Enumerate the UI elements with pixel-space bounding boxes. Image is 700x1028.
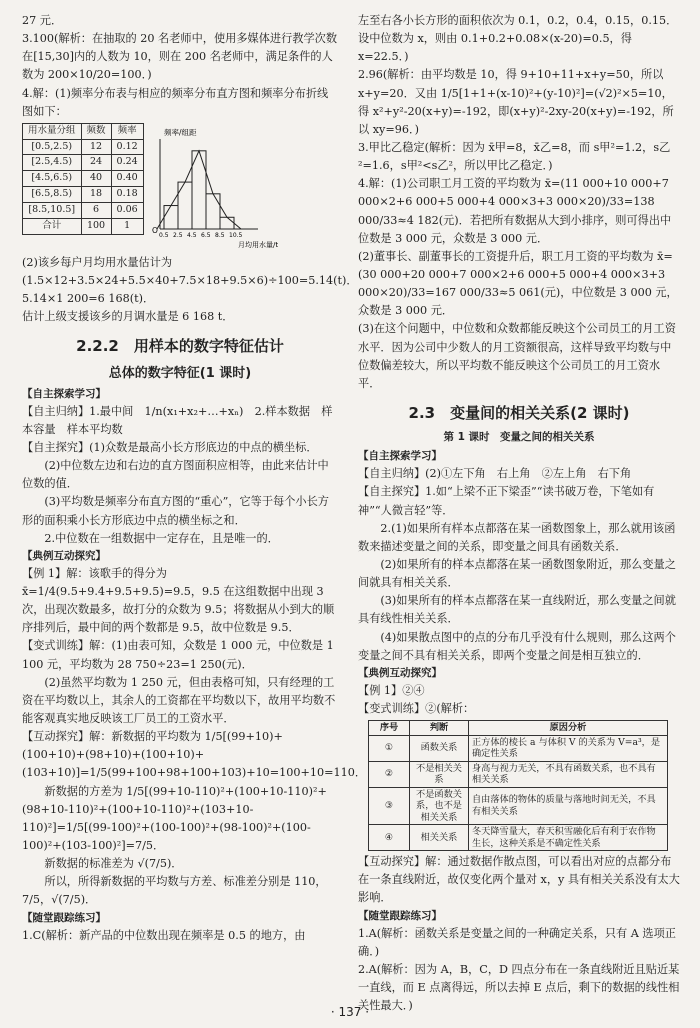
- histogram-chart: [150, 123, 278, 251]
- table-cell: [0.5,2.5): [23, 139, 82, 155]
- text-line: 【互动探究】解：通过数据作散点图，可以看出对应的点都分布在一条直线附近，故仅变化两个量对 x，y 具有相关关系没有太大影响．: [358, 855, 680, 905]
- text-line: (3)平均数是频率分布直方图的“重心”，它等于每个小长方形的面积乘小长方形底边中点的横坐标之和．: [22, 495, 329, 527]
- text-line: 3.甲比乙稳定(解析：因为 x̄甲=8，x̄乙=8，而 s甲²=1.2，s乙²=1.6，s甲²<s乙²，所以甲比乙稳定．): [358, 140, 671, 173]
- table-header: 频数: [81, 123, 111, 139]
- text-line: 2.中位数在一组数据中一定存在，且是唯一的．: [44, 531, 279, 545]
- histogram-ylabel: 频率/组距: [163, 127, 197, 137]
- frequency-table: [22, 123, 144, 235]
- table-cell: 18: [81, 187, 111, 203]
- table-cell: 1: [111, 218, 143, 234]
- text-line: 【互动探究】解：新数据的平均数为 1/5[(99+10)+(100+10)+(98+10)+(100+10)+(103+10)]=1/5(99+100+98+100+103)+10=100+10=110．: [22, 730, 367, 780]
- text-line: 3.100(解析：在抽取的 20 名老师中，使用多媒体进行教学次数在[15,30]内的人数为 10，则在 200 名老师中，满足条件的人数为 200×10/20=100．): [22, 32, 338, 82]
- text-line: 1.C(解析：新产品的中位数出现在频率是 0.5 的地方，由: [22, 928, 306, 942]
- table-cell: 0.12: [111, 139, 143, 155]
- section-title: 2.3 变量间的相关关系(2 课时): [408, 403, 630, 422]
- x-tick-label: 8.5: [214, 231, 225, 239]
- text-line: (3)如果所有的样本点都落在某一直线附近，那么变量之间就具有线性相关关系．: [358, 594, 676, 626]
- text-line: 【变式训练】②(解析：: [358, 701, 475, 715]
- text-line: 27 元．: [22, 14, 63, 27]
- text-line: 2.96(解析：由平均数是 10，得 9+10+11+x+y=50，所以 x+y=20．又由 1/5[1+1+(x-10)²+(y-10)²]=(√2)²×5=10，得 x²+y²-20(x+y)=-192，即(x+y)²-2xy-20(x+y)=-192，所以 xy=96．): [358, 68, 674, 136]
- table-row: [369, 825, 668, 851]
- table-header: 用水量分组: [23, 123, 82, 139]
- table-cell: 合计: [23, 218, 82, 234]
- text-line: 所以，所得新数据的平均数与方差、标准差分别是 110，7/5，√(7/5)．: [22, 875, 327, 907]
- table-row: [369, 735, 668, 761]
- table-cell: 不是相关关系: [410, 761, 469, 787]
- table-cell: 0.06: [111, 202, 143, 218]
- table-cell: 正方体的棱长 a 与体积 V 的关系为 V=a³，是确定性关系: [469, 735, 668, 761]
- table-cell: 0.18: [111, 187, 143, 203]
- text-line: 4.解：(1)公司职工月工资的平均数为 x̄=(11 000+10 000+7 000×2+6 000+5 000+4 000×3+3 000×20)/33=138 000/33≈4 182(元)．若把所有数据从大到小排序，则可得出中位数是 3 000 元，众数是 3 000 元．: [358, 177, 672, 245]
- x-tick-label: 2.5: [172, 231, 183, 239]
- right-column: [358, 12, 680, 1015]
- table-cell: ④: [369, 825, 410, 851]
- block-tag: 【自主探索学习】: [22, 387, 106, 400]
- table-cell: ③: [369, 787, 410, 825]
- table-cell: ②: [369, 761, 410, 787]
- figure-frequency: [22, 123, 338, 251]
- text-line: 【变式训练】解：(1)由表可知，众数是 1 000 元，中位数是 1 100 元，平均数为 28 750÷23=1 250(元)．: [22, 639, 334, 671]
- block-tag: 【典例互动探究】: [358, 666, 442, 679]
- text-line: 【自主探究】1.如“上梁不正下梁歪”“读书破万卷，下笔如有神”“人微言轻”等．: [358, 485, 655, 517]
- text-line: 新数据的标准差为 √(7/5)．: [44, 857, 183, 871]
- table-cell: 0.24: [111, 155, 143, 171]
- table-cell: [8.5,10.5]: [23, 202, 82, 218]
- table-cell: 不是函数关系，也不是相关关系: [410, 787, 469, 825]
- histogram-bar: [164, 205, 178, 228]
- x-tick-label: 4.5: [186, 231, 197, 239]
- table-cell: 身高与视力无关，不具有函数关系，也不具有相关关系: [469, 761, 668, 787]
- table-header: 序号: [369, 721, 410, 736]
- table-cell: [6.5,8.5): [23, 187, 82, 203]
- table-cell: [2.5,4.5): [23, 155, 82, 171]
- left-column: [22, 12, 367, 945]
- x-tick-label: 6.5: [200, 231, 211, 239]
- table-cell: 24: [81, 155, 111, 171]
- section-subtitle: 总体的数字特征(1 课时): [108, 365, 252, 381]
- lesson-title: 第 1 课时 变量之间的相关关系: [443, 431, 595, 444]
- text-line: 估计上级支援该乡的月调水量是 6 168 t．: [22, 310, 234, 324]
- table-row: [23, 171, 144, 187]
- histogram-bar: [220, 217, 234, 229]
- x-tick-label: 0.5: [158, 231, 169, 239]
- text-line: (2)该乡每户月均用水量估计为(1.5×12+3.5×24+5.5×40+7.5×18+9.5×6)÷100=5.14(t)．5.14×1 200=6 168(t)．: [22, 255, 358, 306]
- text-line: 【自主探究】(1)众数是最高小长方形底边的中点的横坐标．: [22, 441, 318, 455]
- table-cell: 函数关系: [410, 735, 469, 761]
- table-cell: ①: [369, 735, 410, 761]
- block-tag: 【典例互动探究】: [22, 549, 106, 562]
- block-tag: 【随堂跟踪练习】: [22, 911, 106, 924]
- page-number: · 137 ·: [330, 1005, 370, 1019]
- table-cell: 40: [81, 171, 111, 187]
- text-line: (2)中位数左边和右边的直方图面积应相等，由此来估计中位数的值．: [22, 459, 329, 491]
- histogram-xlabel: 月均用水量/t: [237, 240, 278, 249]
- table-cell: 0.40: [111, 171, 143, 187]
- x-tick-label: 10.5: [228, 231, 243, 239]
- table-header: 原因分析: [469, 721, 668, 736]
- text-line: (4)如果散点图中的点的分布几乎没有什么规则，那么这两个变量之间不具有相关关系，即两个变量之间是相互独立的．: [358, 630, 676, 662]
- text-line: 【自主归纳】(2)①左下角 右上角 ②左上角 右下角: [358, 467, 632, 481]
- table-cell: 12: [81, 139, 111, 155]
- table-cell: [4.5,6.5): [23, 171, 82, 187]
- text-line: 1.A(解析：函数关系是变量之间的一种确定关系，只有 A 选项正确．): [358, 926, 676, 958]
- text-line: 2.(1)如果所有样本点都落在某一函数图象上，那么就用该函数来描述变量之间的关系，即变量之间具有函数关系．: [358, 521, 676, 553]
- text-line: 新数据的方差为 1/5[(99+10-110)²+(100+10-110)²+(98+10-110)²+(100+10-110)²+(103+10-110)²]=1/5[(99-100)²+(100-100)²+(98-100)²+(100-100)²+(103-100)²]=7/5．: [22, 784, 327, 852]
- text-line: (3)在这个问题中，中位数和众数都能反映这个公司员工的月工资水平．因为公司中少数人的月工资额很高，这样导致平均数与中位数偏差较大，所以平均数不能反映这个公司员工的月工资水平．: [358, 322, 676, 390]
- histogram-bar: [206, 194, 220, 229]
- table-header: 判断: [410, 721, 469, 736]
- text-line: (2)如果所有的样本点都落在某一函数图象附近，那么变量之间就具有相关关系．: [358, 557, 676, 590]
- text-line: (2)董事长、副董事长的工资提升后，职工月工资的平均数为 x̄=(30 000+20 000+7 000×2+6 000+5 000+4 000×3+3 000×20)/33=167 000/33≈5 061(元)，中位数是 3 000 元，众数是 3 000 元．: [358, 249, 678, 318]
- text-line: 左至右各小长方形的面积依次为 0.1，0.2，0.4，0.15，0.15．设中位数为 x，则由 0.1+0.2+0.08×(x-20)=0.5，得 x=22.5．): [358, 14, 678, 64]
- text-line: 【自主归纳】1.最中间 1/n(x₁+x₂+…+xₙ) 2.样本数据 样本容量 样本平均数: [22, 404, 333, 436]
- table-cell: 100: [81, 218, 111, 234]
- histogram-bar: [178, 182, 192, 229]
- table-row: [369, 787, 668, 825]
- table-row: [369, 761, 668, 787]
- text-line: 【例 1】解：该歌手的得分为 x̄=1/4(9.5+9.4+9.5+9.5)=9.5，9.5 在这组数据中出现 3 次，出现次数最多，故打分的众数为 9.5；将数据从小到大的顺序排列后，最中间的两个数都是 9.5，故中位数是 9.5．: [22, 566, 335, 635]
- table-row: [23, 155, 144, 171]
- table-header: 频率: [111, 123, 143, 139]
- table-row: [23, 139, 144, 155]
- table-cell: 6: [81, 202, 111, 218]
- table-cell: 冬天降雪量大，春天积雪融化后有利于农作物生长，这种关系是不确定性关系: [469, 825, 668, 851]
- table-row: [23, 202, 144, 218]
- block-tag: 【自主探索学习】: [358, 450, 442, 463]
- text-line: (2)虽然平均数为 1 250 元，但由表格可知，只有经理的工资在平均数以上，其余人的工资都在平均数以下，故用平均数不能客观真实地反映该工厂员工的工资水平．: [22, 675, 336, 725]
- relation-table: [368, 720, 668, 851]
- text-line: 【例 1】②④: [358, 683, 425, 697]
- table-cell: 自由落体的物体的质量与落地时间无关，不具有相关关系: [469, 787, 668, 825]
- table-row: [23, 218, 144, 234]
- text-line: 2.A(解析：因为 A，B，C，D 四点分布在一条直线附近且贴近某一直线，而 E 点离得远，所以去掉 E 点后，剩下的数据的线性相关性最大．): [358, 962, 680, 1013]
- table-row: [23, 187, 144, 203]
- text-line: 4.解：(1)频率分布表与相应的频率分布直方图和频率分布折线图如下：: [22, 86, 329, 118]
- table-cell: 相关关系: [410, 825, 469, 851]
- section-title: 2.2.2 用样本的数字特征估计: [76, 337, 284, 356]
- block-tag: 【随堂跟踪练习】: [358, 909, 442, 922]
- histogram-origin: O: [151, 225, 158, 235]
